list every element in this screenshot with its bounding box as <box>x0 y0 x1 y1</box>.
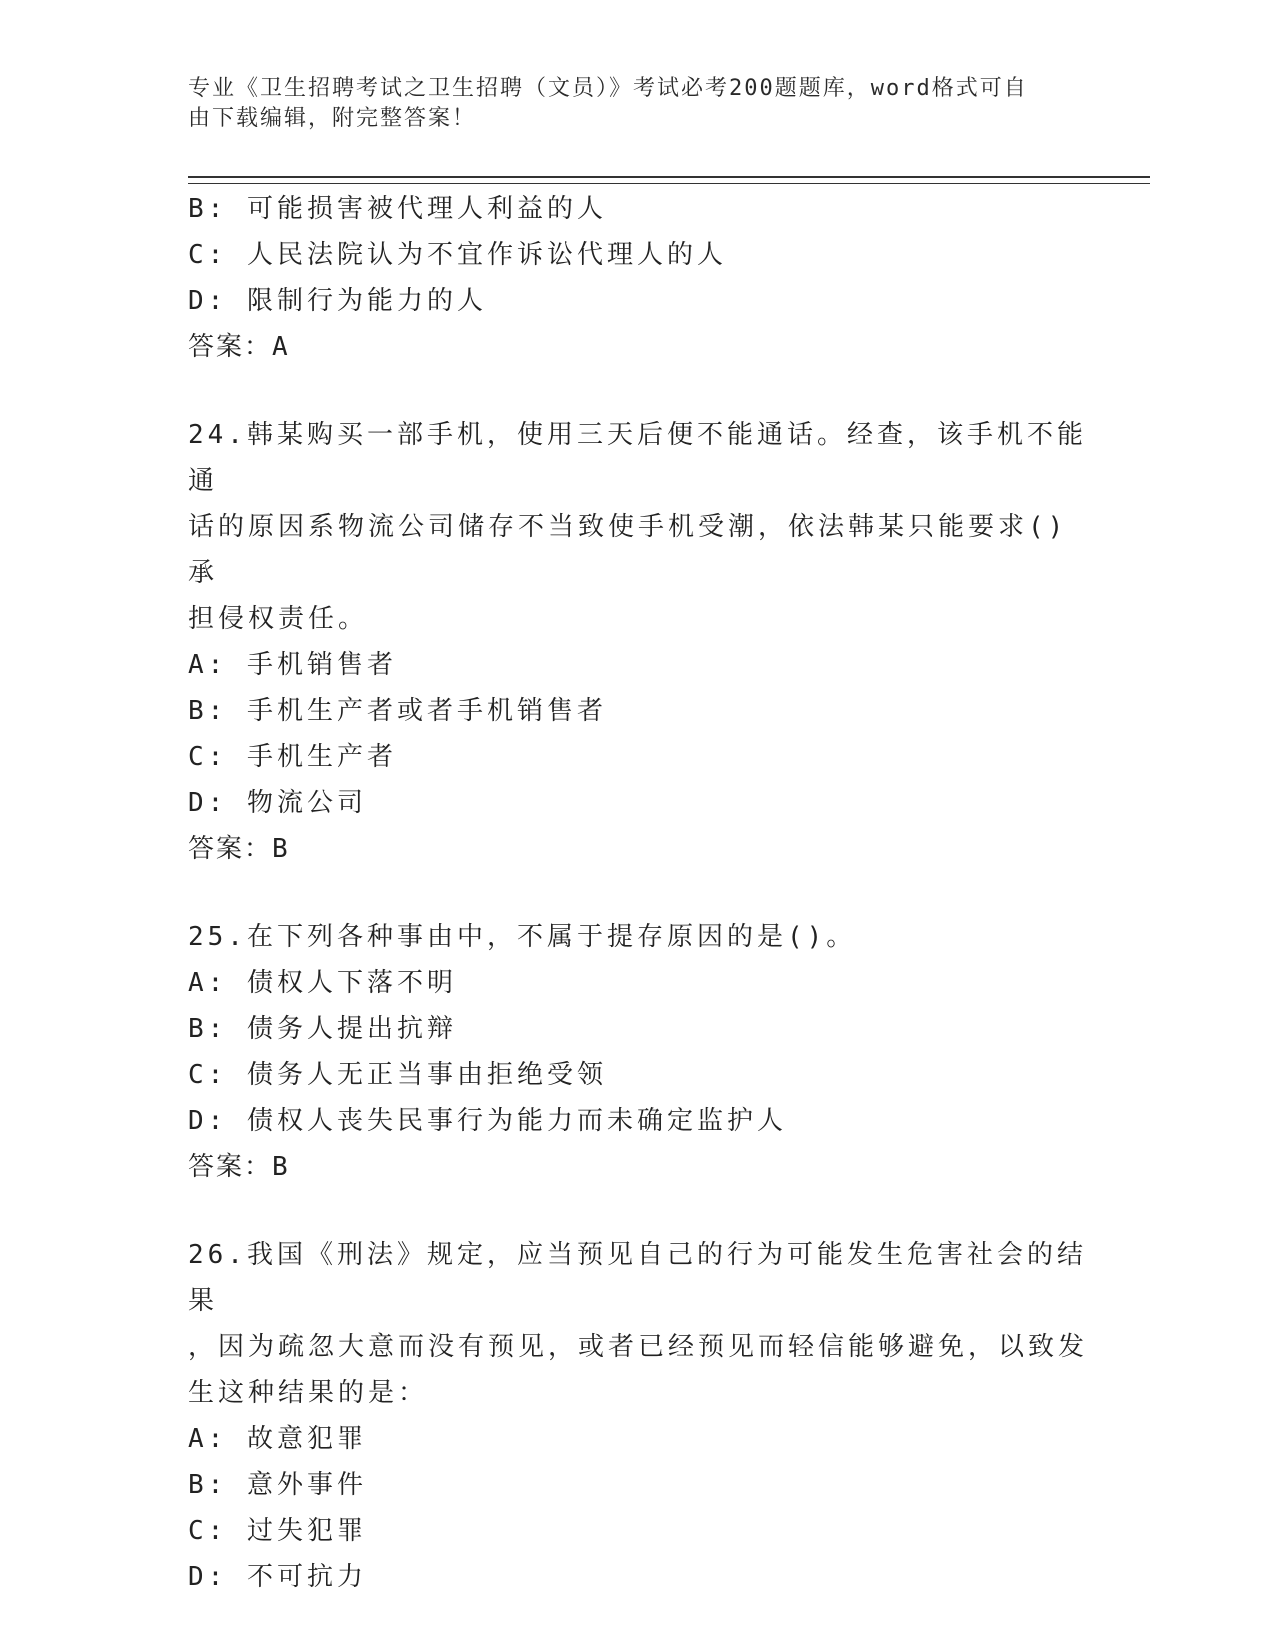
option-d: D: 物流公司 <box>188 788 367 818</box>
option-c: C: 人民法院认为不宜作诉讼代理人的人 <box>188 240 727 270</box>
option-b: B: 手机生产者或者手机销售者 <box>188 696 607 726</box>
question-stem-line: 担侵权责任。 <box>188 604 369 634</box>
option-d: D: 不可抗力 <box>188 1562 367 1592</box>
question-stem-line: 24.韩某购买一部手机，使用三天后便不能通话。经查，该手机不能通 <box>188 420 1087 496</box>
question-25 <box>188 914 1088 1190</box>
answer-label: 答案： <box>188 834 273 864</box>
answer-value: A <box>272 332 290 362</box>
question-stem-line: 生这种结果的是： <box>188 1378 429 1408</box>
question-partial <box>188 186 1088 370</box>
question-stem-line: 26.我国《刑法》规定，应当预见自己的行为可能发生危害社会的结果 <box>188 1240 1087 1316</box>
option-a: A: 手机销售者 <box>188 650 397 680</box>
question-24 <box>188 412 1088 872</box>
answer-line <box>188 1144 1088 1190</box>
question-26 <box>188 1232 1088 1600</box>
answer-label: 答案： <box>188 1152 273 1182</box>
question-list <box>188 186 1088 1600</box>
option-b: B: 债务人提出抗辩 <box>188 1014 457 1044</box>
answer-value: B <box>272 1152 290 1182</box>
option-b: B: 意外事件 <box>188 1470 367 1500</box>
option-c: C: 过失犯罪 <box>188 1516 367 1546</box>
option-d: D: 债权人丧失民事行为能力而未确定监护人 <box>188 1106 787 1136</box>
option-b: B: 可能损害被代理人利益的人 <box>188 194 607 224</box>
answer-line <box>188 324 1088 370</box>
option-a: A: 债权人下落不明 <box>188 968 457 998</box>
header-line-1: 专业《卫生招聘考试之卫生招聘（文员）》考试必考200题题库，word格式可自 <box>188 76 1028 101</box>
question-stem-line: ，因为疏忽大意而没有预见，或者已经预见而轻信能够避免，以致发 <box>188 1332 1089 1362</box>
option-d: D: 限制行为能力的人 <box>188 286 487 316</box>
header-divider <box>188 176 1150 184</box>
option-c: C: 手机生产者 <box>188 742 397 772</box>
page-header <box>188 74 1068 134</box>
answer-line <box>188 826 1088 872</box>
header-line-2: 由下载编辑，附完整答案！ <box>188 106 477 131</box>
option-c: C: 债务人无正当事由拒绝受领 <box>188 1060 607 1090</box>
question-stem-line: 25.在下列各种事由中，不属于提存原因的是()。 <box>188 922 857 952</box>
answer-label: 答案： <box>188 332 273 362</box>
question-stem-line: 话的原因系物流公司储存不当致使手机受潮，依法韩某只能要求()承 <box>188 512 1068 588</box>
answer-value: B <box>272 834 290 864</box>
option-a: A: 故意犯罪 <box>188 1424 367 1454</box>
